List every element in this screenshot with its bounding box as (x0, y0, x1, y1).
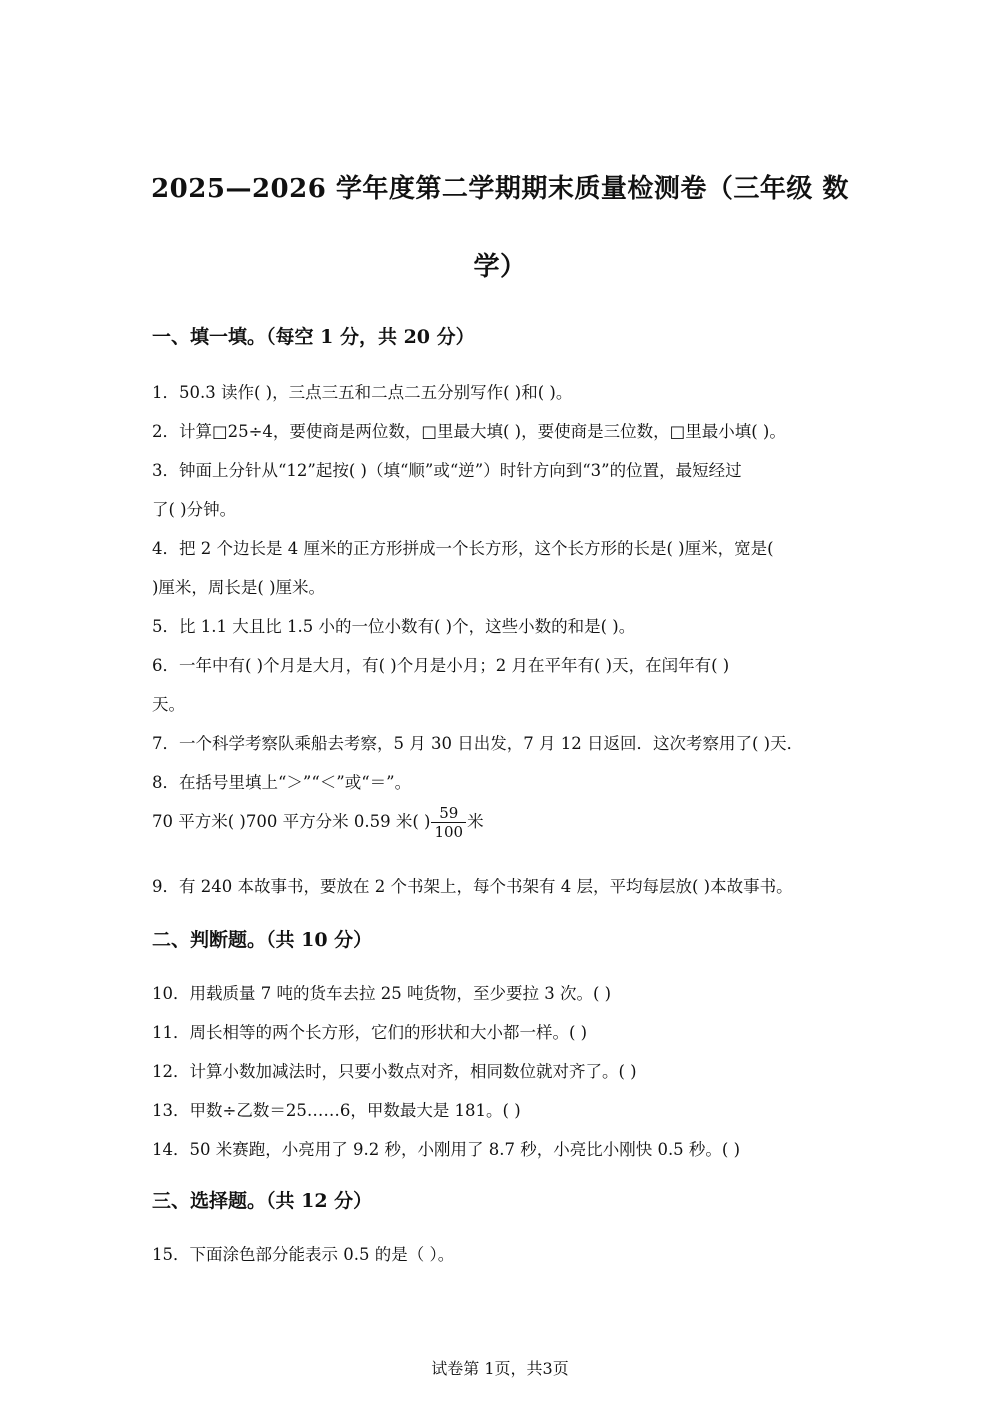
question-9: 9．有 240 本故事书，要放在 2 个书架上，每个书架有 4 层，平均每层放( )本故事书。 (152, 877, 793, 896)
question-14: 14．50 米赛跑，小亮用了 9.2 秒，小刚用了 8.7 秒，小亮比小刚快 0.5 秒。( ) (152, 1140, 741, 1159)
question-8-expression (152, 804, 484, 841)
question-8: 8．在括号里填上“＞”“＜”或“＝”。 (152, 773, 412, 792)
question-12: 12．计算小数加减法时，只要小数点对齐，相同数位就对齐了。( ) (152, 1062, 637, 1081)
question-7: 7．一个科学考察队乘船去考察，5 月 30 日出发，7 月 12 日返回．这次考察用了( )天． (152, 734, 804, 753)
question-2: 2．计算□25÷4，要使商是两位数，□里最大填( )，要使商是三位数，□里最小填( )。 (152, 422, 786, 441)
fraction-59-100 (431, 804, 466, 841)
page-title-line-2: 学） (473, 252, 527, 282)
question-3-line-1: 3．钟面上分针从“12”起按( )（填“顺”或“逆”）时针方向到“3”的位置，最短经过 (152, 461, 742, 480)
question-1: 1．50.3 读作( )，三点三五和二点二五分别写作( )和( )。 (152, 383, 573, 402)
question-5: 5．比 1.1 大且比 1.5 小的一位小数有( )个，这些小数的和是( )。 (152, 617, 636, 636)
fraction-numerator: 59 (439, 804, 459, 822)
question-3-line-2: 了( )分钟。 (152, 500, 237, 519)
fraction-denominator: 100 (431, 822, 466, 841)
question-15: 15．下面涂色部分能表示 0.5 的是（ ）。 (152, 1245, 455, 1264)
section-heading-multiple-choice: 三、选择题。（共 12 分） (152, 1190, 373, 1212)
section-heading-fill-in: 一、填一填。（每空 1 分，共 20 分） (152, 326, 475, 348)
question-6-line-2: 天。 (152, 695, 185, 714)
section-heading-true-false: 二、判断题。（共 10 分） (152, 929, 373, 951)
question-11: 11．周长相等的两个长方形，它们的形状和大小都一样。( ) (152, 1023, 588, 1042)
question-4-line-1: 4．把 2 个边长是 4 厘米的正方形拼成一个长方形，这个长方形的长是( )厘米，宽是( (152, 539, 774, 558)
question-13: 13．甲数÷乙数＝25……6，甲数最大是 181。( ) (152, 1101, 521, 1120)
question-8-expression-text: 70 平方米( )700 平方分米 0.59 米( ) (152, 812, 431, 831)
page-title-line-1: 2025—2026 学年度第二学期期末质量检测卷（三年级 数 (151, 174, 849, 204)
question-6-line-1: 6．一年中有( )个月是大月，有( )个月是小月；2 月在平年有( )天，在闰年有( ) (152, 656, 730, 675)
question-8-unit: 米 (467, 812, 484, 831)
page-footer: 试卷第 1页，共3页 (431, 1359, 569, 1378)
question-4-line-2: )厘米，周长是( )厘米。 (152, 578, 326, 597)
question-10: 10．用载质量 7 吨的货车去拉 25 吨货物，至少要拉 3 次。( ) (152, 984, 612, 1003)
